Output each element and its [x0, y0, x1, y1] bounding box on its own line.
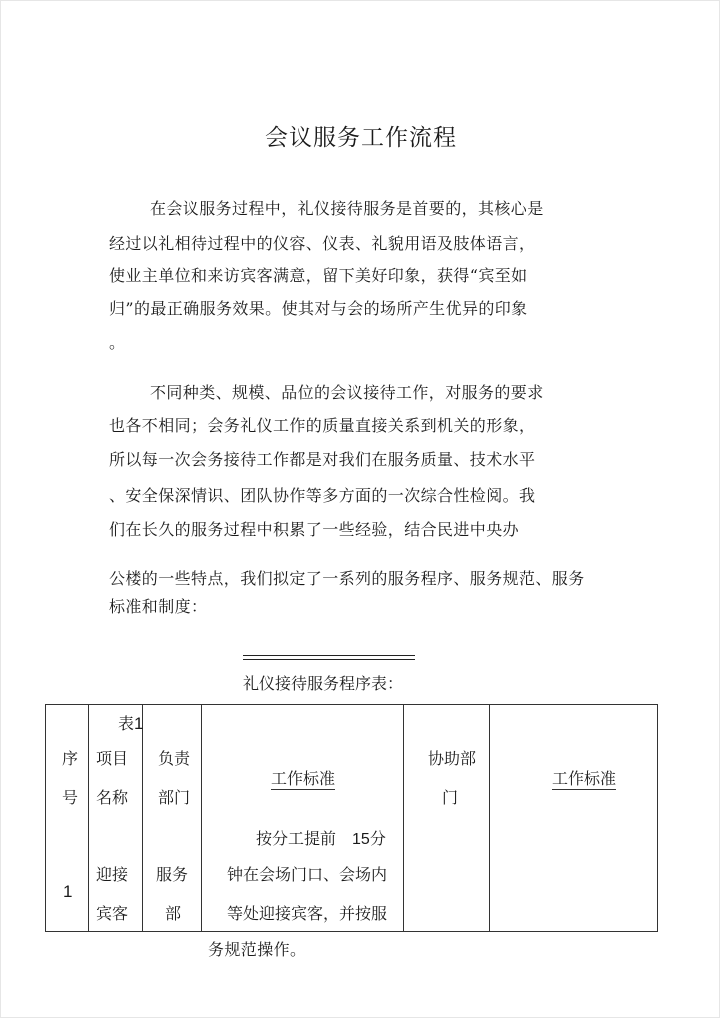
- paragraph-2-line: 们在长久的服务过程中积累了一些经验，结合民进中央办: [109, 520, 520, 539]
- paragraph-1-line: 归”的最正确服务效果。使其对与会的场所产生优异的印象: [109, 299, 528, 318]
- column-divider: [142, 705, 143, 931]
- header-dept-top: 负责: [158, 749, 191, 768]
- header-seq-bottom: 号: [62, 788, 79, 807]
- paragraph-1-line: 使业主单位和来访宾客满意，留下美好印象，获得“宾至如: [109, 266, 528, 285]
- header-item-bottom: 名称: [96, 788, 129, 807]
- paragraph-2-line: 公楼的一些特点，我们拟定了一系列的服务程序、服务规范、服务: [109, 569, 585, 588]
- document-title: 会议服务工作流程: [265, 125, 457, 151]
- row-standard-line: 等处迎接宾客，并按服: [227, 904, 388, 923]
- header-dept-bottom: 部门: [158, 788, 191, 807]
- column-divider: [489, 705, 490, 931]
- paragraph-2-line: 不同种类、规模、品位的会议接待工作，对服务的要求: [150, 383, 544, 402]
- row-item-bottom: 宾客: [96, 904, 129, 923]
- paragraph-1-line: 。: [109, 333, 126, 352]
- row-standard-line: 按分工提前 15分: [256, 829, 386, 848]
- row-standard-line-overflow: 务规范操作。: [208, 940, 307, 959]
- header-assist-top: 协助部: [428, 749, 477, 768]
- row-dept-bottom: 部: [165, 904, 182, 923]
- column-divider: [201, 705, 202, 931]
- column-divider: [88, 705, 89, 931]
- header-seq-top: 序: [62, 749, 79, 768]
- paragraph-2-line: 标准和制度：: [109, 597, 208, 616]
- row-dept-top: 服务: [156, 865, 189, 884]
- paragraph-1-line: 在会议服务过程中，礼仪接待服务是首要的，其核心是: [150, 199, 544, 218]
- header-work-standard: 工作标准: [271, 766, 335, 790]
- header-item-top: 项目: [96, 749, 129, 768]
- header-assist-bottom: 门: [442, 788, 459, 807]
- paragraph-2-line: 、安全保深情识、团队协作等多方面的一次综合性检阅。我: [109, 486, 536, 505]
- header-work-standard-2: 工作标准: [552, 766, 616, 790]
- column-divider: [403, 705, 404, 931]
- table-caption: 礼仪接待服务程序表：: [243, 674, 404, 693]
- row-item-top: 迎接: [96, 865, 129, 884]
- paragraph-2-line: 所以每一次会务接待工作都是对我们在服务质量、技术水平: [109, 450, 536, 469]
- row-seq: 1: [63, 882, 73, 901]
- table-label: 表1: [118, 714, 144, 733]
- paragraph-2-line: 也各不相同；会务礼仪工作的质量直接关系到机关的形象，: [109, 416, 536, 435]
- double-rule-divider: [243, 655, 415, 660]
- service-procedure-table: [45, 704, 658, 932]
- paragraph-1-line: 经过以礼相待过程中的仪容、仪表、礼貌用语及肢体语言，: [109, 234, 536, 253]
- row-standard-line: 钟在会场门口、会场内: [227, 865, 388, 884]
